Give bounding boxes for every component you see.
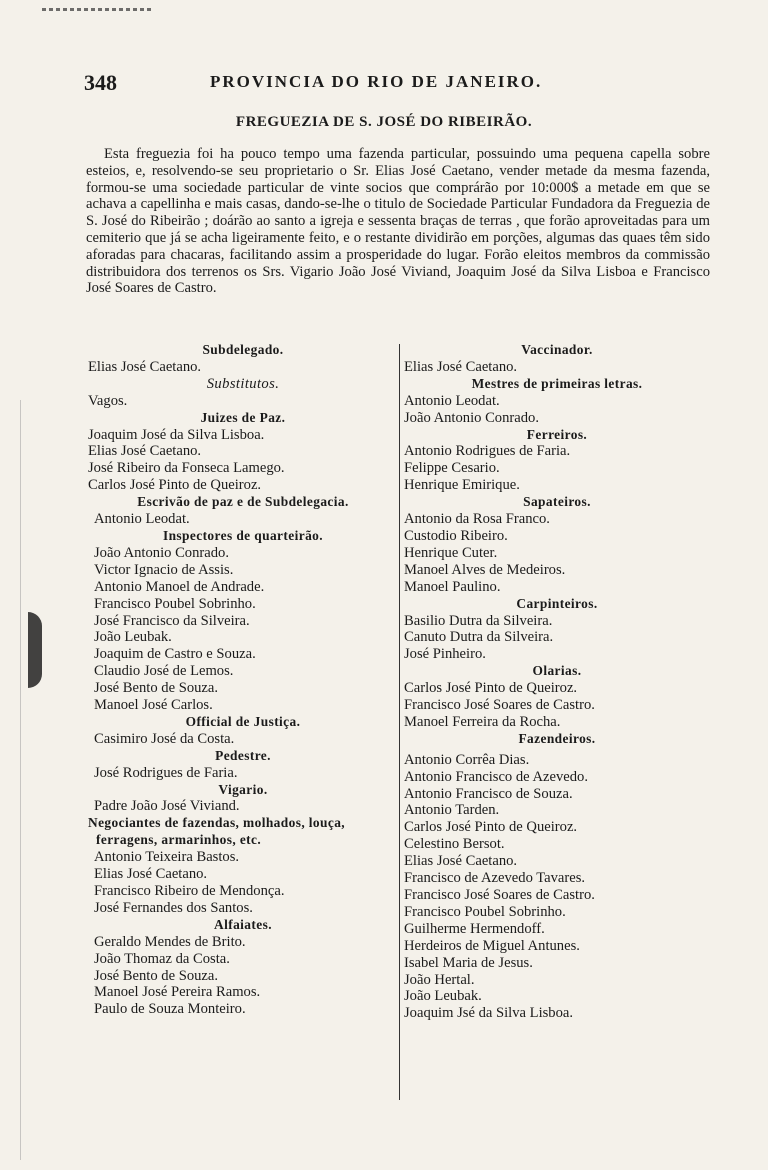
list-item: Joaquim de Castro e Souza. — [94, 646, 256, 663]
scan-artifact-top — [42, 8, 152, 11]
section-heading: Fazendeiros. — [518, 730, 596, 746]
list-item: Canuto Dutra da Silveira. — [404, 629, 554, 646]
list-item: Casimiro José da Costa. — [94, 730, 235, 747]
list-item: Felippe Cesario. — [404, 460, 500, 477]
list-item: Elias José Caetano. — [404, 358, 518, 375]
list-item: Francisco José Soares de Castro. — [404, 697, 595, 714]
section-heading: Official de Justiça. — [185, 713, 301, 729]
list-item: João Antonio Conrado. — [94, 544, 229, 561]
intro-paragraph: Esta freguezia foi ha pouco tempo uma fazenda particular, possuindo uma pequena capella sobre esteios, e, resolvendo-se seu proprietario o Sr. Elias José Caetano, vender metade da mesma fazenda, formou-se uma sociedade particular de vinte socios que comprárão por 10:000$ a metade em que se achava a capellinha e mais casas, dando-se-lhe o titulo de Sociedade Particular Fundadora da Freguezia de S. José do Ribeirão ; doárão ao santo a igreja e sessenta braças de terras , que forão aproveitadas para um cemiterio que já se acha ligeiramente feito, e o restante dividirão em porções, algumas das quaes têm sido aforadas para chacaras, facilitando assim a prosperidade do lugar. Forão eleitos membros da commissão distribuidora dos terrenos os Srs. Vigario João José Viviand, Joaquim José da Silva Lisboa e Francisco José Soares de Castro. — [86, 146, 710, 297]
list-item: Basilio Dutra da Silveira. — [404, 612, 553, 629]
section-heading: Pedestre. — [215, 747, 271, 763]
list-item: Elias José Caetano. — [88, 358, 202, 375]
list-item: João Hertal. — [404, 971, 475, 988]
section-heading: Olarias. — [532, 663, 582, 679]
section-heading: Ferreiros. — [526, 426, 588, 442]
list-item: Manoel Paulino. — [404, 578, 501, 595]
section-heading: Subdelegado. — [202, 342, 284, 357]
scan-edge-line — [20, 400, 21, 1160]
list-item: João Leubak. — [94, 629, 172, 646]
list-item: Antonio Leodat. — [94, 511, 190, 528]
list-item: Paulo de Souza Monteiro. — [94, 1001, 246, 1018]
list-item: José Ribeiro da Fonseca Lamego. — [88, 460, 285, 477]
left-column — [88, 342, 398, 1018]
list-item: Isabel Maria de Jesus. — [404, 954, 533, 971]
list-item: José Bento de Souza. — [94, 967, 219, 984]
list-item: Antonio Tarden. — [404, 802, 500, 819]
list-item: Francisco de Azevedo Tavares. — [404, 870, 586, 887]
list-item: Antonio da Rosa Franco. — [404, 511, 550, 528]
list-item: José Francisco da Silveira. — [94, 612, 250, 629]
list-item: Antonio Francisco de Souza. — [404, 785, 573, 802]
section-title: FREGUEZIA DE S. JOSÉ DO RIBEIRÃO. — [235, 114, 533, 130]
list-item: Herdeiros de Miguel Antunes. — [404, 937, 580, 954]
list-item: Carlos José Pinto de Queiroz. — [88, 477, 262, 494]
list-item: João Antonio Conrado. — [404, 409, 539, 426]
list-item: Carlos José Pinto de Queiroz. — [404, 819, 578, 836]
list-item: Antonio Rodrigues de Faria. — [404, 443, 571, 460]
list-item: Elias José Caetano. — [94, 866, 208, 883]
list-item: João Leubak. — [404, 988, 482, 1005]
list-item: Joaquim Jsé da Silva Lisboa. — [404, 1005, 574, 1022]
section-heading: Escrivão de paz e de Subdelegacia. — [137, 494, 349, 510]
list-item: Antonio Francisco de Azevedo. — [404, 768, 588, 785]
list-item: José Rodrigues de Faria. — [94, 764, 238, 781]
list-item: Claudio José de Lemos. — [94, 663, 234, 680]
scan-artifact-left — [28, 612, 42, 688]
list-item: Antonio Manoel de Andrade. — [94, 578, 265, 595]
list-item: José Pinheiro. — [404, 646, 486, 663]
right-column — [404, 342, 710, 1022]
section-heading: Vaccinador. — [521, 342, 593, 357]
list-item: Padre João José Viviand. — [94, 798, 240, 815]
column-divider — [399, 344, 400, 1100]
list-item: Manoel José Pereira Ramos. — [94, 984, 261, 1001]
list-item: Francisco José Soares de Castro. — [404, 887, 595, 903]
list-item: Elias José Caetano. — [404, 853, 518, 870]
list-item: Carlos José Pinto de Queiroz. — [404, 680, 578, 697]
list-item: Antonio Teixeira Bastos. — [94, 849, 240, 866]
list-item: Elias José Caetano. — [88, 443, 202, 460]
list-item: Francisco Poubel Sobrinho. — [94, 595, 256, 612]
page-header — [0, 70, 768, 94]
list-item: Antonio Leodat. — [404, 392, 500, 409]
running-head: PROVINCIA DO RIO DE JANEIRO. — [210, 72, 543, 91]
list-item: Henrique Emirique. — [404, 477, 520, 494]
section-heading: Mestres de primeiras letras. — [471, 375, 643, 391]
list-item: José Fernandes dos Santos. — [94, 899, 253, 916]
list-item: Guilherme Hermendoff. — [404, 920, 545, 937]
list-item: Vagos. — [88, 392, 128, 409]
list-item: Francisco Ribeiro de Mendonça. — [94, 883, 285, 899]
list-item: Manoel José Carlos. — [94, 697, 213, 714]
list-item: José Bento de Souza. — [94, 680, 219, 697]
list-item: Victor Ignacio de Assis. — [94, 561, 234, 578]
list-item: João Thomaz da Costa. — [94, 950, 230, 967]
list-item: Antonio Corrêa Dias. — [404, 751, 530, 768]
section-heading: Carpinteiros. — [516, 595, 598, 611]
list-item: Manoel Ferreira da Rocha. — [404, 713, 561, 730]
section-heading: Negociantes de fazendas, molhados, louça, ferragens, armarinhos, etc. — [88, 815, 346, 848]
list-item: Custodio Ribeiro. — [404, 527, 508, 544]
section-heading: Vigario. — [218, 781, 268, 797]
list-item: Geraldo Mendes de Brito. — [94, 933, 246, 950]
list-item: Manoel Alves de Medeiros. — [404, 561, 566, 578]
section-heading: Inspectores de quarteirão. — [162, 527, 324, 543]
list-item: Celestino Bersot. — [404, 836, 505, 853]
list-item: Henrique Cuter. — [404, 544, 498, 561]
section-heading: Substitutos. — [206, 375, 280, 392]
list-item: Francisco Poubel Sobrinho. — [404, 903, 566, 920]
list-item: Joaquim José da Silva Lisboa. — [88, 426, 265, 443]
section-heading: Sapateiros. — [523, 494, 591, 510]
section-heading: Juizes de Paz. — [200, 409, 286, 425]
section-heading: Alfaiates. — [214, 916, 272, 932]
page-number: 348 — [84, 70, 117, 95]
